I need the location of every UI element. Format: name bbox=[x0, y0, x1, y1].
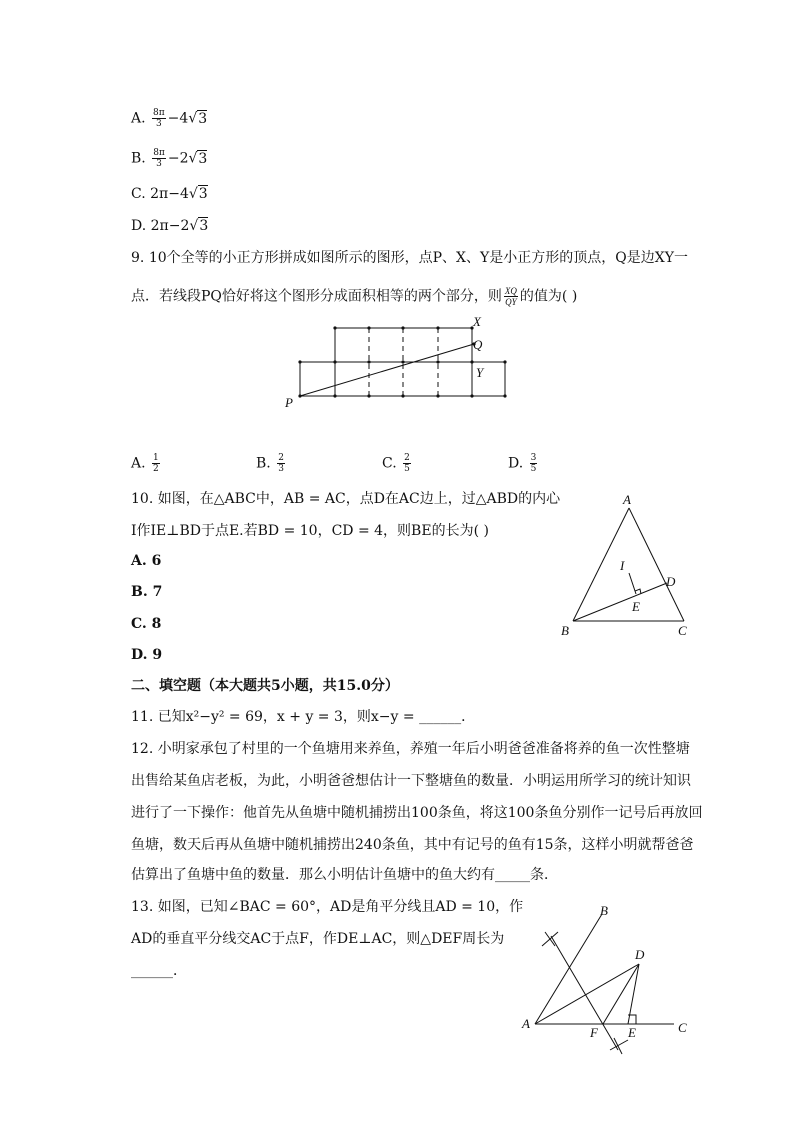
q8-option-d: D. 2π−2√3 bbox=[131, 218, 209, 234]
question-text: 点．若线段PQ恰好将这个图形分成面积相等的两个部分，则 bbox=[131, 288, 502, 305]
frac-den: 5 bbox=[404, 464, 410, 474]
option-letter: B. bbox=[131, 150, 146, 167]
question-text: 小明家承包了村里的一个鱼塘用来养鱼，养殖一年后小明爸爸准备将养的鱼一次性整塘 bbox=[157, 741, 690, 757]
option-letter: D. bbox=[131, 218, 147, 234]
sqrt-radicand: 3 bbox=[198, 150, 208, 167]
q10-option-c bbox=[131, 614, 161, 634]
q10-figure bbox=[556, 488, 706, 640]
option-letter: D. bbox=[508, 455, 524, 472]
label-q: Q bbox=[473, 337, 483, 352]
option-letter: A. bbox=[131, 455, 146, 472]
question-text: 已知x²−y² = 69，x + y = 3，则x−y = ______． bbox=[157, 709, 476, 725]
q10-stem-line1 bbox=[131, 489, 560, 509]
label-c: C bbox=[678, 623, 687, 638]
q12-line3: 进行了一下操作：他首先从鱼塘中随机捕捞出100条鱼，将这100条鱼分别作一记号后再放回 bbox=[131, 805, 703, 821]
question-number: 11. bbox=[131, 709, 154, 725]
label-d: D bbox=[666, 574, 676, 589]
frac-den: 5 bbox=[530, 464, 537, 474]
q10-option-a bbox=[131, 551, 161, 571]
frac-num: 2 bbox=[278, 453, 284, 463]
frac-den: 3 bbox=[278, 464, 284, 474]
option-letter: C. bbox=[382, 455, 397, 472]
ratio-fraction bbox=[504, 286, 518, 307]
q12-line5: 估算出了鱼塘中鱼的数量．那么小明估计鱼塘中的鱼大约有_____条． bbox=[131, 867, 558, 883]
fraction bbox=[277, 453, 285, 474]
label-a: A bbox=[623, 492, 631, 507]
option-letter: C. bbox=[131, 616, 147, 632]
q9-stem-line1 bbox=[131, 248, 688, 268]
frac-den: 3 bbox=[156, 159, 162, 169]
option-letter: A. bbox=[131, 110, 146, 127]
option-value: 8 bbox=[151, 616, 162, 632]
q9-option-d bbox=[508, 453, 539, 474]
q12-line2: 出售给某鱼店老板，为此，小明爸爸想估计一下整塘鱼的数量．小明运用所学习的统计知识 bbox=[131, 773, 691, 789]
q10-option-d bbox=[131, 645, 162, 665]
q11 bbox=[131, 707, 475, 727]
sqrt-radicand: 3 bbox=[198, 110, 208, 127]
label-i: I bbox=[620, 558, 625, 573]
option-expr: 2π−2 bbox=[150, 218, 190, 234]
label-f: F bbox=[590, 1025, 598, 1040]
question-number: 12. bbox=[131, 741, 154, 757]
sqrt-radicand: 3 bbox=[199, 218, 209, 234]
q9-figure bbox=[280, 312, 520, 412]
fraction bbox=[152, 108, 166, 129]
question-number: 13. bbox=[131, 899, 154, 915]
frac-num: 8π bbox=[153, 108, 165, 118]
frac-num: 8π bbox=[153, 148, 165, 158]
q8-option-b: B. $\frac{8\pi}{3}$ −2√3 bbox=[131, 148, 208, 169]
option-tail: −4 bbox=[167, 110, 189, 127]
option-expr: 2π−4 bbox=[150, 186, 189, 202]
option-value: 7 bbox=[152, 584, 163, 600]
fraction bbox=[403, 453, 411, 474]
question-text: 10个全等的小正方形拼成如图所示的图形，点P、X、Y是小正方形的顶点，Q是边XY一 bbox=[148, 250, 688, 266]
q13-line2: AD的垂直平分线交AC于点F，作DE⊥AC，则△DEF周长为 bbox=[131, 931, 505, 947]
q9-stem-line2 bbox=[131, 286, 577, 307]
question-text: 如图，已知∠BAC = 60°，AD是角平分线且AD = 10，作 bbox=[157, 899, 524, 915]
fraction bbox=[152, 148, 166, 169]
label-p: P bbox=[285, 395, 293, 410]
question-number: 9. bbox=[131, 250, 145, 266]
frac-num: 2 bbox=[404, 453, 410, 463]
option-letter: B. bbox=[256, 455, 271, 472]
q8-option-c: C. 2π−4√3 bbox=[131, 186, 208, 202]
frac-den: QY bbox=[505, 297, 517, 307]
option-letter: C. bbox=[131, 186, 146, 202]
label-c: C bbox=[678, 1020, 687, 1035]
frac-num: 1 bbox=[153, 453, 159, 463]
label-e: E bbox=[628, 1025, 636, 1040]
question-text: 如图，在△ABC中，AB = AC，点D在AC边上，过△ABD的内心 bbox=[157, 491, 561, 507]
q8-option-a: A. $\frac{8\pi}{3}$ −4√3 bbox=[131, 108, 208, 129]
q9-option-c bbox=[382, 453, 413, 474]
option-letter: D. bbox=[131, 647, 148, 663]
question-number: 10. bbox=[131, 491, 154, 507]
label-y: Y bbox=[476, 365, 484, 380]
q10-stem-line2 bbox=[131, 521, 489, 541]
sqrt-radicand: 3 bbox=[198, 186, 208, 202]
option-value: 9 bbox=[152, 647, 163, 663]
option-letter: A. bbox=[131, 553, 147, 569]
option-tail: −2 bbox=[167, 150, 189, 167]
frac-num: 3 bbox=[530, 453, 537, 463]
label-b: B bbox=[561, 623, 569, 638]
q12-line1 bbox=[131, 739, 690, 759]
section-title: 二、填空题（本大题共5小题，共15.0分） bbox=[131, 678, 399, 694]
q12-line4: 鱼塘，数天后再从鱼塘中随机捕捞出240条鱼，其中有记号的鱼有15条，这样小明就帮爸爸 bbox=[131, 837, 694, 853]
label-x: X bbox=[473, 314, 481, 329]
q10-option-b bbox=[131, 582, 162, 602]
option-letter: B. bbox=[131, 584, 148, 600]
q9-option-b bbox=[256, 453, 287, 474]
q13-line1 bbox=[131, 897, 523, 917]
fraction bbox=[152, 453, 160, 474]
frac-den: 2 bbox=[153, 464, 159, 474]
label-d: D bbox=[635, 947, 645, 962]
label-a: A bbox=[522, 1016, 530, 1031]
q9-option-a bbox=[131, 453, 162, 474]
q13-figure bbox=[518, 900, 698, 1064]
question-text: I作IE⊥BD于点E.若BD = 10，CD = 4，则BE的长为( ) bbox=[131, 523, 489, 539]
frac-den: 3 bbox=[155, 119, 162, 129]
option-value: 6 bbox=[151, 553, 162, 569]
label-e: E bbox=[632, 599, 640, 614]
q13-line3: ______． bbox=[131, 963, 187, 979]
question-text: 的值为( ) bbox=[519, 288, 578, 305]
fraction bbox=[530, 453, 538, 474]
label-b: B bbox=[600, 903, 608, 918]
frac-num: XQ bbox=[504, 286, 517, 296]
